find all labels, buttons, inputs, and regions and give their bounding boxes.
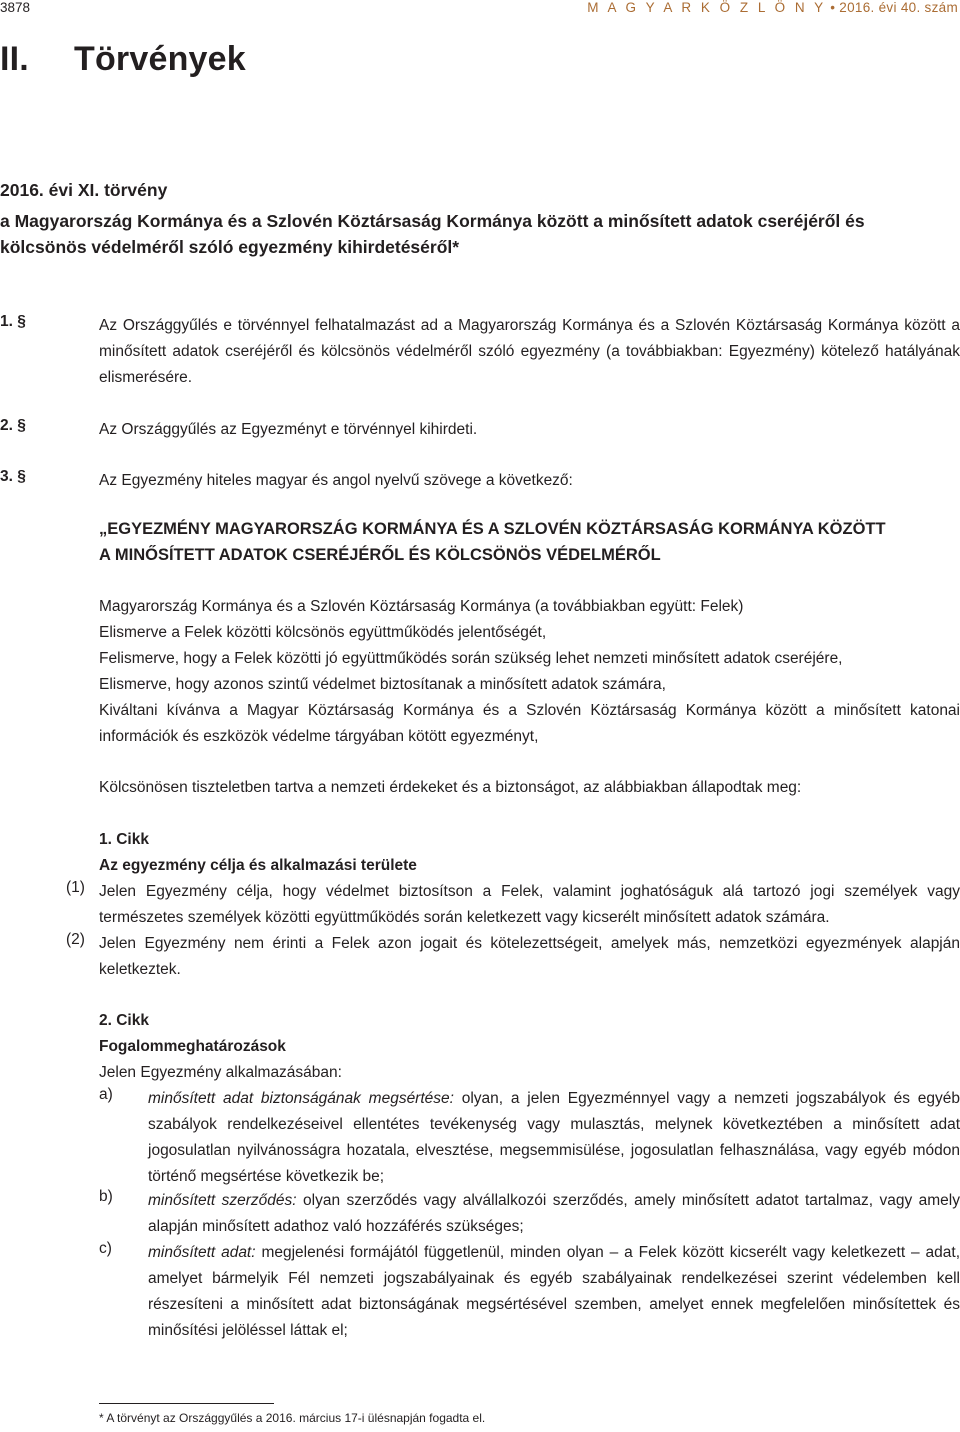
agreement-heading-line-2: A MINŐSÍTETT ADATOK CSERÉJÉRŐL ÉS KÖLCSÖNÖS VÉDELMÉRŐL — [99, 546, 661, 564]
article-title: Fogalommeghatározások — [99, 1038, 286, 1055]
definition-c — [0, 1240, 960, 1344]
item-label: (1) — [66, 879, 85, 896]
article-number: 1. Cikk — [99, 831, 149, 848]
article-number: 2. Cikk — [99, 1012, 149, 1029]
paragraph-mark: 2. § — [0, 417, 26, 434]
definition-text: minősített szerződés: olyan szerződés vagy alvállalkozói szerződés, amely minősített adatot tartalmaz, vagy amely alapján minősített adathoz való hozzáférés szükséges; — [148, 1192, 960, 1235]
paragraph-2 — [0, 417, 960, 443]
item-label: b) — [99, 1188, 113, 1205]
section-number: II. — [0, 40, 29, 78]
definition-a — [0, 1086, 960, 1190]
paragraph-3 — [0, 468, 960, 494]
law-number: 2016. évi XI. törvény — [0, 180, 168, 200]
article-2-heading — [99, 1008, 960, 1086]
item-label: c) — [99, 1240, 112, 1257]
item-label: (2) — [66, 931, 85, 948]
article-intro: Jelen Egyezmény alkalmazásában: — [99, 1064, 342, 1081]
footnote: * A törvényt az Országgyűlés a 2016. március 17-i ülésnapján fogadta el. — [99, 1411, 486, 1425]
article-1-item-2 — [0, 931, 960, 983]
article-1-item-1 — [0, 879, 960, 931]
paragraph-text: Az Országgyűlés az Egyezményt e törvénnyel kihirdeti. — [99, 421, 478, 438]
definition-b — [0, 1188, 960, 1240]
item-text: Jelen Egyezmény célja, hogy védelmet biztosítson a Felek, valamint joghatóságuk alá tartozó jogi személyek vagy természetes személyek közötti együttműködés során keletkezett vagy kicserélt minősített adatok számára. — [99, 883, 960, 926]
preamble-line: Magyarország Kormánya és a Szlovén Köztársaság Kormánya (a továbbiakban együtt: Felek) — [99, 598, 744, 615]
definition-text: minősített adat: megjelenési formájától függetlenül, minden olyan – a Felek között kicserélt vagy keletkezett – adat, amelyet bármelyik Fél nemzeti jogszabályainak és egyéb szabályainak rendelkezései szerint védelemben kell részesíteni a minősített adat biztonságának megsértésével szemben, amelyet ennek megfelelően minősítettek és minősítési jelöléssel láttak el; — [148, 1244, 960, 1339]
footnote-divider — [99, 1403, 274, 1404]
preamble-line: Elismerve, hogy azonos szintű védelmet biztosítanak a minősített adatok számára, — [99, 676, 666, 693]
agreed-clause: Kölcsönösen tiszteletben tartva a nemzeti érdekeket és a biztonságot, az alábbiakban állapodtak meg: — [99, 779, 802, 796]
issue-label: 2016. évi 40. szám — [839, 0, 958, 15]
preamble-line: Elismerve a Felek közötti kölcsönös együttműködés jelentőségét, — [99, 624, 547, 641]
law-title: a Magyarország Kormánya és a Szlovén Köztársaság Kormánya között a minősített adatok cseréjéről és kölcsönös védelméről szóló egyezmény kihirdetéséről* — [0, 211, 865, 257]
bullet-separator: • — [830, 0, 836, 15]
running-head — [587, 0, 958, 15]
definition-term: minősített szerződés: — [148, 1192, 297, 1209]
journal-name: M A G Y A R K Ö Z L Ö N Y — [587, 0, 827, 15]
paragraph-mark: 3. § — [0, 468, 26, 485]
definition-term: minősített adat biztonságának megsértése: — [148, 1090, 454, 1107]
agreement-heading-line-1: „EGYEZMÉNY MAGYARORSZÁG KORMÁNYA ÉS A SZLOVÉN KÖZTÁRSASÁG KORMÁNYA KÖZÖTT — [99, 520, 886, 538]
preamble — [99, 594, 960, 750]
paragraph-mark: 1. § — [0, 313, 26, 330]
preamble-line: Felismerve, hogy a Felek közötti jó együttműködés során szükség lehet nemzeti minősített adatok cseréjére, — [99, 650, 843, 667]
paragraph-1 — [0, 313, 960, 391]
section-title — [0, 40, 246, 79]
item-text: Jelen Egyezmény nem érinti a Felek azon jogait és kötelezettségeit, amelyek más, nemzetközi egyezmények alapján keletkeztek. — [99, 935, 960, 978]
preamble-line: Kiváltani kívánva a Magyar Köztársaság Kormánya és a Szlovén Köztársaság Kormánya között a minősített katonai információk és eszközök védelme tárgyában kötött egyezményt, — [99, 702, 960, 745]
article-1-heading — [99, 827, 960, 879]
definition-term: minősített adat: — [148, 1244, 256, 1261]
agreement-heading — [99, 516, 960, 568]
paragraph-text: Az Országgyűlés e törvénnyel felhatalmazást ad a Magyarország Kormánya és a Szlovén Köztársaság Kormánya között a minősített adatok cseréjéről és kölcsönös védelméről szóló egyezmény (a továbbiakban: Egyezmény) kötelező hatályának elismerésére. — [99, 317, 960, 386]
section-name: Törvények — [74, 40, 246, 78]
item-label: a) — [99, 1086, 113, 1103]
definition-text: minősített adat biztonságának megsértése: olyan, a jelen Egyezménnyel vagy a nemzeti jogszabályok és egyéb szabályok rendelkezéseivel ellentétes tevékenység vagy mulasztás, melynek következtében a minősített adat jogosulatlan nyilvánosságra hozatala, elvesztése, megsemmisülése, jogosulatlan felhasználása, vagy egyéb módon történő megsértése következik be; — [148, 1090, 960, 1185]
page-number: 3878 — [0, 0, 31, 15]
article-title: Az egyezmény célja és alkalmazási területe — [99, 857, 417, 874]
paragraph-text: Az Egyezmény hiteles magyar és angol nyelvű szövege a következő: — [99, 472, 573, 489]
